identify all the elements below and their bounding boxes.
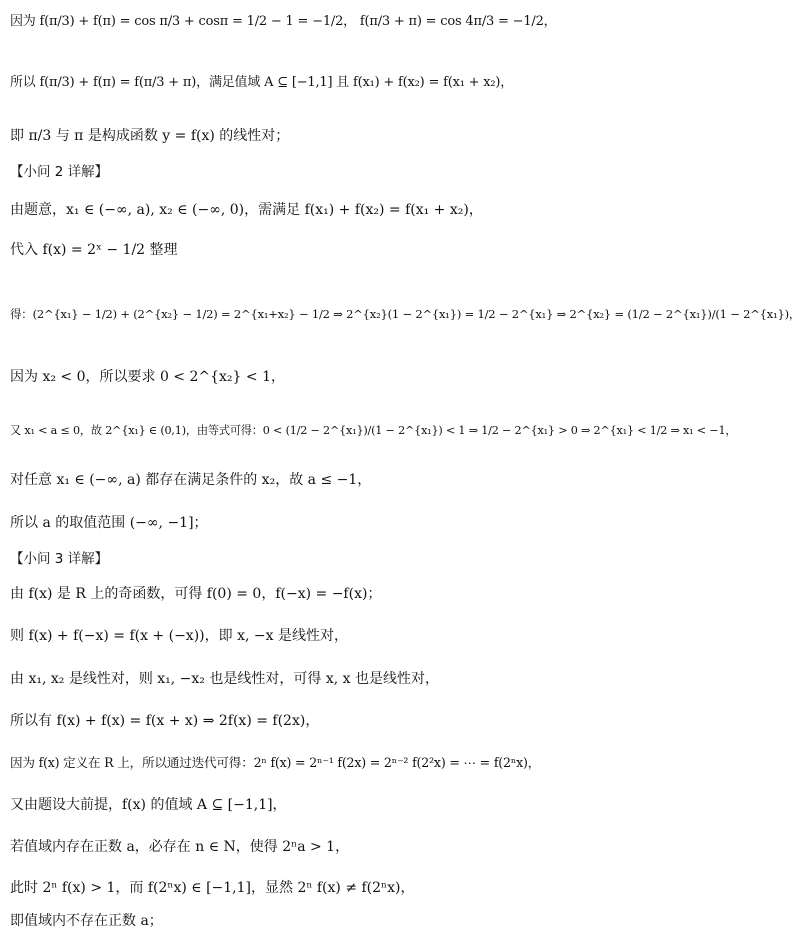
line-part2-inequality: 又 x₁ < a ≤ 0，故 2^{x₁} ∈ (0,1)，由等式可得：0 < (1/2 − 2^{x₁})/(1 − 2^{x₁}) < 1 ⇒ 1/2 − 2^{x₁} > 0 ⇒ 2^{x₁} < 1/2 ⇒ x₁ < −1， bbox=[10, 424, 737, 437]
line-part2-range: 所以 a 的取值范围 (−∞, −1]； bbox=[10, 515, 208, 531]
line-part2-existence: 对任意 x₁ ∈ (−∞, a) 都存在满足条件的 x₂，故 a ≤ −1， bbox=[10, 472, 372, 488]
line-part3-doubling: 所以有 f(x) + f(x) = f(x + x) ⇒ 2f(x) = f(2x)， bbox=[10, 713, 320, 729]
line-part3-positive-assumption: 若值域内存在正数 a，必存在 n ∈ N，使得 2ⁿa > 1， bbox=[10, 839, 350, 855]
line-part3-range-premise: 又由题设大前提，f(x) 的值域 A ⊆ [−1,1]， bbox=[10, 797, 287, 813]
line-case1-evaluation: 因为 f(π/3) + f(π) = cos π/3 + cosπ = 1/2 − 1 = −1/2， f(π/3 + π) = cos 4π/3 = −1/2， bbox=[10, 14, 557, 29]
line-part3-pair-x-negx: 则 f(x) + f(−x) = f(x + (−x))，即 x, −x 是线性对， bbox=[10, 628, 348, 644]
line-part3-odd-function: 由 f(x) 是 R 上的奇函数，可得 f(0) = 0，f(−x) = −f(x)； bbox=[10, 586, 382, 602]
line-part2-derivation: 得：(2^{x₁} − 1/2) + (2^{x₂} − 1/2) = 2^{x₁+x₂} − 1/2 ⇒ 2^{x₂}(1 − 2^{x₁}) = 1/2 − 2^{x₁} ⇒ 2^{x₂} = (1/2 − 2^{x₁})/(1 − 2^{x₁})， bbox=[10, 307, 800, 321]
section-heading-part2: 【小问 2 详解】 bbox=[10, 164, 109, 180]
line-part3-conclusion: 即值域内不存在正数 a； bbox=[10, 913, 163, 929]
section-heading-part3: 【小问 3 详解】 bbox=[10, 551, 109, 567]
line-part3-pair-x-x: 由 x₁, x₂ 是线性对，则 x₁, −x₂ 也是线性对，可得 x, x 也是线性对， bbox=[10, 671, 439, 687]
line-part3-iteration: 因为 f(x) 定义在 R 上，所以通过迭代可得：2ⁿ f(x) = 2ⁿ⁻¹ f(2x) = 2ⁿ⁻² f(2²x) = ⋯ = f(2ⁿx)， bbox=[10, 755, 541, 770]
line-part3-contradiction: 此时 2ⁿ f(x) > 1，而 f(2ⁿx) ∈ [−1,1]，显然 2ⁿ f(x) ≠ f(2ⁿx)， bbox=[10, 880, 415, 896]
line-case1-conclusion: 所以 f(π/3) + f(π) = f(π/3 + π)，满足值域 A ⊆ [−1,1] 且 f(x₁) + f(x₂) = f(x₁ + x₂)， bbox=[10, 75, 514, 90]
line-case1-linear-pair: 即 π/3 与 π 是构成函数 y = f(x) 的线性对； bbox=[10, 128, 290, 144]
line-part2-substitute: 代入 f(x) = 2ˣ − 1/2 整理 bbox=[10, 242, 178, 258]
line-part2-condition: 由题意，x₁ ∈ (−∞, a), x₂ ∈ (−∞, 0)，需满足 f(x₁) + f(x₂) = f(x₁ + x₂)， bbox=[10, 202, 483, 218]
line-part2-requirement: 因为 x₂ < 0，所以要求 0 < 2^{x₂} < 1， bbox=[10, 369, 285, 385]
